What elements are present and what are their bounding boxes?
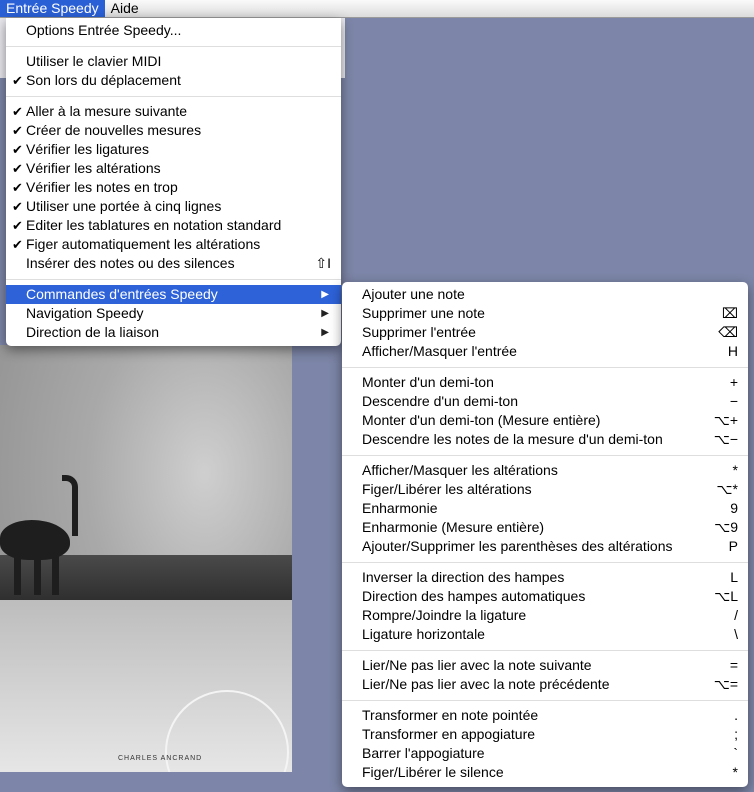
menu-item-shortcut: \ [734, 626, 738, 642]
menu-item-label: Descendre les notes de la mesure d'un demi-ton [362, 431, 663, 447]
menu-item-label: Utiliser le clavier MIDI [26, 53, 162, 69]
menu-item-label: Ajouter une note [362, 286, 465, 302]
menu-item-label: Barrer l'appogiature [362, 745, 485, 761]
menu-separator [6, 96, 341, 97]
menu-item-label: Supprimer une note [362, 305, 485, 321]
menu-item-label: Enharmonie (Mesure entière) [362, 519, 545, 535]
menu-item-label: Ajouter/Supprimer les parenthèses des altérations [362, 538, 673, 554]
menu-item-navigation-speedy[interactable] [6, 304, 341, 323]
menu-item-shortcut: L [730, 569, 738, 585]
submenu-item-lier-ne-pas-lier-avec-la-note-precedente[interactable] [342, 675, 748, 694]
picture-signature: CHARLES ANCRAND [118, 755, 203, 762]
menu-item-shortcut: ⌥− [713, 431, 738, 447]
menu-item-utiliser-le-clavier-midi[interactable] [6, 52, 341, 71]
checkmark-icon: ✔ [12, 161, 23, 176]
menu-item-shortcut: H [727, 343, 738, 359]
menu-item-label: Direction de la liaison [26, 324, 160, 340]
menu-item-editer-les-tablatures-en-notation-standard[interactable] [6, 216, 341, 235]
cat-leg-shape [14, 555, 21, 595]
menu-item-label: Afficher/Masquer les altérations [362, 462, 558, 478]
menu-item-label: Editer les tablatures en notation standard [26, 217, 282, 233]
submenu-item-enharmonie-mesure-entiere[interactable] [342, 518, 748, 537]
menu-item-shortcut: = [729, 657, 738, 673]
menu-item-label: Utiliser une portée à cinq lignes [26, 198, 222, 214]
menu-item-shortcut: ` [733, 745, 738, 761]
submenu-item-figer-liberer-le-silence[interactable] [342, 763, 748, 782]
submenu-item-barrer-l-appogiature[interactable] [342, 744, 748, 763]
menu-item-label: Lier/Ne pas lier avec la note suivante [362, 657, 592, 673]
menu-item-shortcut: * [732, 462, 738, 478]
checkmark-icon: ✔ [12, 237, 23, 252]
menu-item-label: Inverser la direction des hampes [362, 569, 565, 585]
menu-item-label: Vérifier les notes en trop [26, 179, 178, 195]
submenu-item-direction-des-hampes-automatiques[interactable] [342, 587, 748, 606]
cat-tail-shape [62, 475, 78, 536]
menu-separator [342, 700, 748, 701]
menu-item-label: Rompre/Joindre la ligature [362, 607, 527, 623]
menu-separator [342, 650, 748, 651]
submenu-item-ajouter-supprimer-les-parentheses-des-alterations[interactable] [342, 537, 748, 556]
menu-item-shortcut: P [728, 538, 738, 554]
submenu-arrow-icon: ▶ [321, 289, 329, 300]
menu-item-label: Insérer des notes ou des silences [26, 255, 235, 271]
menu-item-label: Vérifier les altérations [26, 160, 161, 176]
menu-item-label: Afficher/Masquer l'entrée [362, 343, 517, 359]
menu-item-utiliser-une-portee-a-cinq-lignes[interactable] [6, 197, 341, 216]
menu-item-shortcut: / [734, 607, 738, 623]
checkmark-icon: ✔ [12, 199, 23, 214]
submenu-item-ajouter-une-note[interactable] [342, 285, 748, 304]
menu-item-commandes-d-entrees-speedy[interactable] [6, 285, 341, 304]
menu-item-aller-a-la-mesure-suivante[interactable] [6, 102, 341, 121]
cat-leg-shape [34, 555, 41, 595]
checkmark-icon: ✔ [12, 142, 23, 157]
submenu-item-afficher-masquer-l-entree[interactable] [342, 342, 748, 361]
menu-item-shortcut: 9 [730, 500, 738, 516]
menu-item-shortcut: ⌧ [721, 305, 738, 321]
submenu-item-inverser-la-direction-des-hampes[interactable] [342, 568, 748, 587]
submenu-item-figer-liberer-les-alterations[interactable] [342, 480, 748, 499]
menu-item-label: Figer/Libérer le silence [362, 764, 504, 780]
submenu-item-transformer-en-appogiature[interactable] [342, 725, 748, 744]
menu-item-shortcut: ⌥+ [713, 412, 738, 428]
submenu-item-ligature-horizontale[interactable] [342, 625, 748, 644]
checkmark-icon: ✔ [12, 73, 23, 88]
cat-drawing-image [0, 345, 292, 772]
menu-item-creer-de-nouvelles-mesures[interactable] [6, 121, 341, 140]
cat-leg-shape [52, 555, 59, 595]
menu-bar [0, 0, 754, 18]
submenu-item-supprimer-une-note[interactable] [342, 304, 748, 323]
submenu-item-descendre-d-un-demi-ton[interactable] [342, 392, 748, 411]
speedy-commands-submenu [342, 282, 748, 787]
menu-item-label: Son lors du déplacement [26, 72, 181, 88]
menu-item-label: Figer/Libérer les altérations [362, 481, 532, 497]
menu-item-shortcut: ⌥L [714, 588, 738, 604]
checkmark-icon: ✔ [12, 180, 23, 195]
menu-separator [6, 46, 341, 47]
menu-item-label: Enharmonie [362, 500, 438, 516]
menu-separator [342, 455, 748, 456]
submenu-arrow-icon: ▶ [321, 327, 329, 338]
menu-item-direction-de-la-liaison[interactable] [6, 323, 341, 342]
submenu-item-monter-d-un-demi-ton-mesure-entiere[interactable] [342, 411, 748, 430]
menu-item-shortcut: ⌥* [716, 481, 738, 497]
menu-item-label: Monter d'un demi-ton (Mesure entière) [362, 412, 601, 428]
menu-item-shortcut: ; [734, 726, 738, 742]
checkmark-icon: ✔ [12, 123, 23, 138]
menu-item-inserer-des-notes-ou-des-silences[interactable] [6, 254, 341, 273]
menu-item-label: Lier/Ne pas lier avec la note précédente [362, 676, 610, 692]
menu-item-shortcut: ⌫ [718, 324, 738, 340]
menu-item-label: Ligature horizontale [362, 626, 485, 642]
menu-item-shortcut: . [734, 707, 738, 723]
cat-body-shape [0, 520, 70, 560]
menu-item-label: Aller à la mesure suivante [26, 103, 188, 119]
menu-aide[interactable]: Aide [110, 0, 139, 16]
menu-item-label: Vérifier les ligatures [26, 141, 149, 157]
menu-item-label: Options Entrée Speedy... [26, 22, 182, 38]
menu-item-shortcut: − [729, 393, 738, 409]
menu-item-label: Navigation Speedy [26, 305, 144, 321]
menu-item-label: Supprimer l'entrée [362, 324, 476, 340]
menu-item-label: Commandes d'entrées Speedy [26, 286, 218, 302]
menu-item-son-lors-du-deplacement[interactable] [6, 71, 341, 90]
menu-separator [342, 367, 748, 368]
menu-item-shortcut: ⌥= [713, 676, 738, 692]
submenu-item-afficher-masquer-les-alterations[interactable] [342, 461, 748, 480]
submenu-item-monter-d-un-demi-ton[interactable] [342, 373, 748, 392]
entree-speedy-menu [6, 18, 341, 346]
ledge-shape [0, 555, 292, 600]
menu-item-shortcut: ⇧I [315, 255, 331, 271]
checkmark-icon: ✔ [12, 218, 23, 233]
menu-item-label: Direction des hampes automatiques [362, 588, 586, 604]
menu-item-label: Transformer en appogiature [362, 726, 536, 742]
submenu-item-lier-ne-pas-lier-avec-la-note-suivante[interactable] [342, 656, 748, 675]
submenu-arrow-icon: ▶ [321, 308, 329, 319]
menu-item-figer-automatiquement-les-alterations[interactable] [6, 235, 341, 254]
menu-item-label: Monter d'un demi-ton [362, 374, 494, 390]
menu-item-label: Transformer en note pointée [362, 707, 539, 723]
submenu-item-enharmonie[interactable] [342, 499, 748, 518]
menu-item-shortcut: + [729, 374, 738, 390]
menu-separator [6, 279, 341, 280]
submenu-item-transformer-en-note-pointee[interactable] [342, 706, 748, 725]
submenu-item-supprimer-l-entree[interactable] [342, 323, 748, 342]
submenu-item-rompre-joindre-la-ligature[interactable] [342, 606, 748, 625]
menu-separator [342, 562, 748, 563]
menu-item-options-entree-speedy[interactable] [6, 21, 341, 40]
menu-item-verifier-les-notes-en-trop[interactable] [6, 178, 341, 197]
menu-item-verifier-les-alterations[interactable] [6, 159, 341, 178]
menu-item-label: Figer automatiquement les altérations [26, 236, 261, 252]
menu-item-verifier-les-ligatures[interactable] [6, 140, 341, 159]
checkmark-icon: ✔ [12, 104, 23, 119]
menu-item-shortcut: ⌥9 [714, 519, 738, 535]
menu-item-label: Créer de nouvelles mesures [26, 122, 202, 138]
menu-entree-speedy[interactable]: Entrée Speedy [0, 0, 105, 17]
menu-item-label: Descendre d'un demi-ton [362, 393, 518, 409]
menu-item-shortcut: * [732, 764, 738, 780]
submenu-item-descendre-les-notes-de-la-mesure-d-un-demi-ton[interactable] [342, 430, 748, 449]
